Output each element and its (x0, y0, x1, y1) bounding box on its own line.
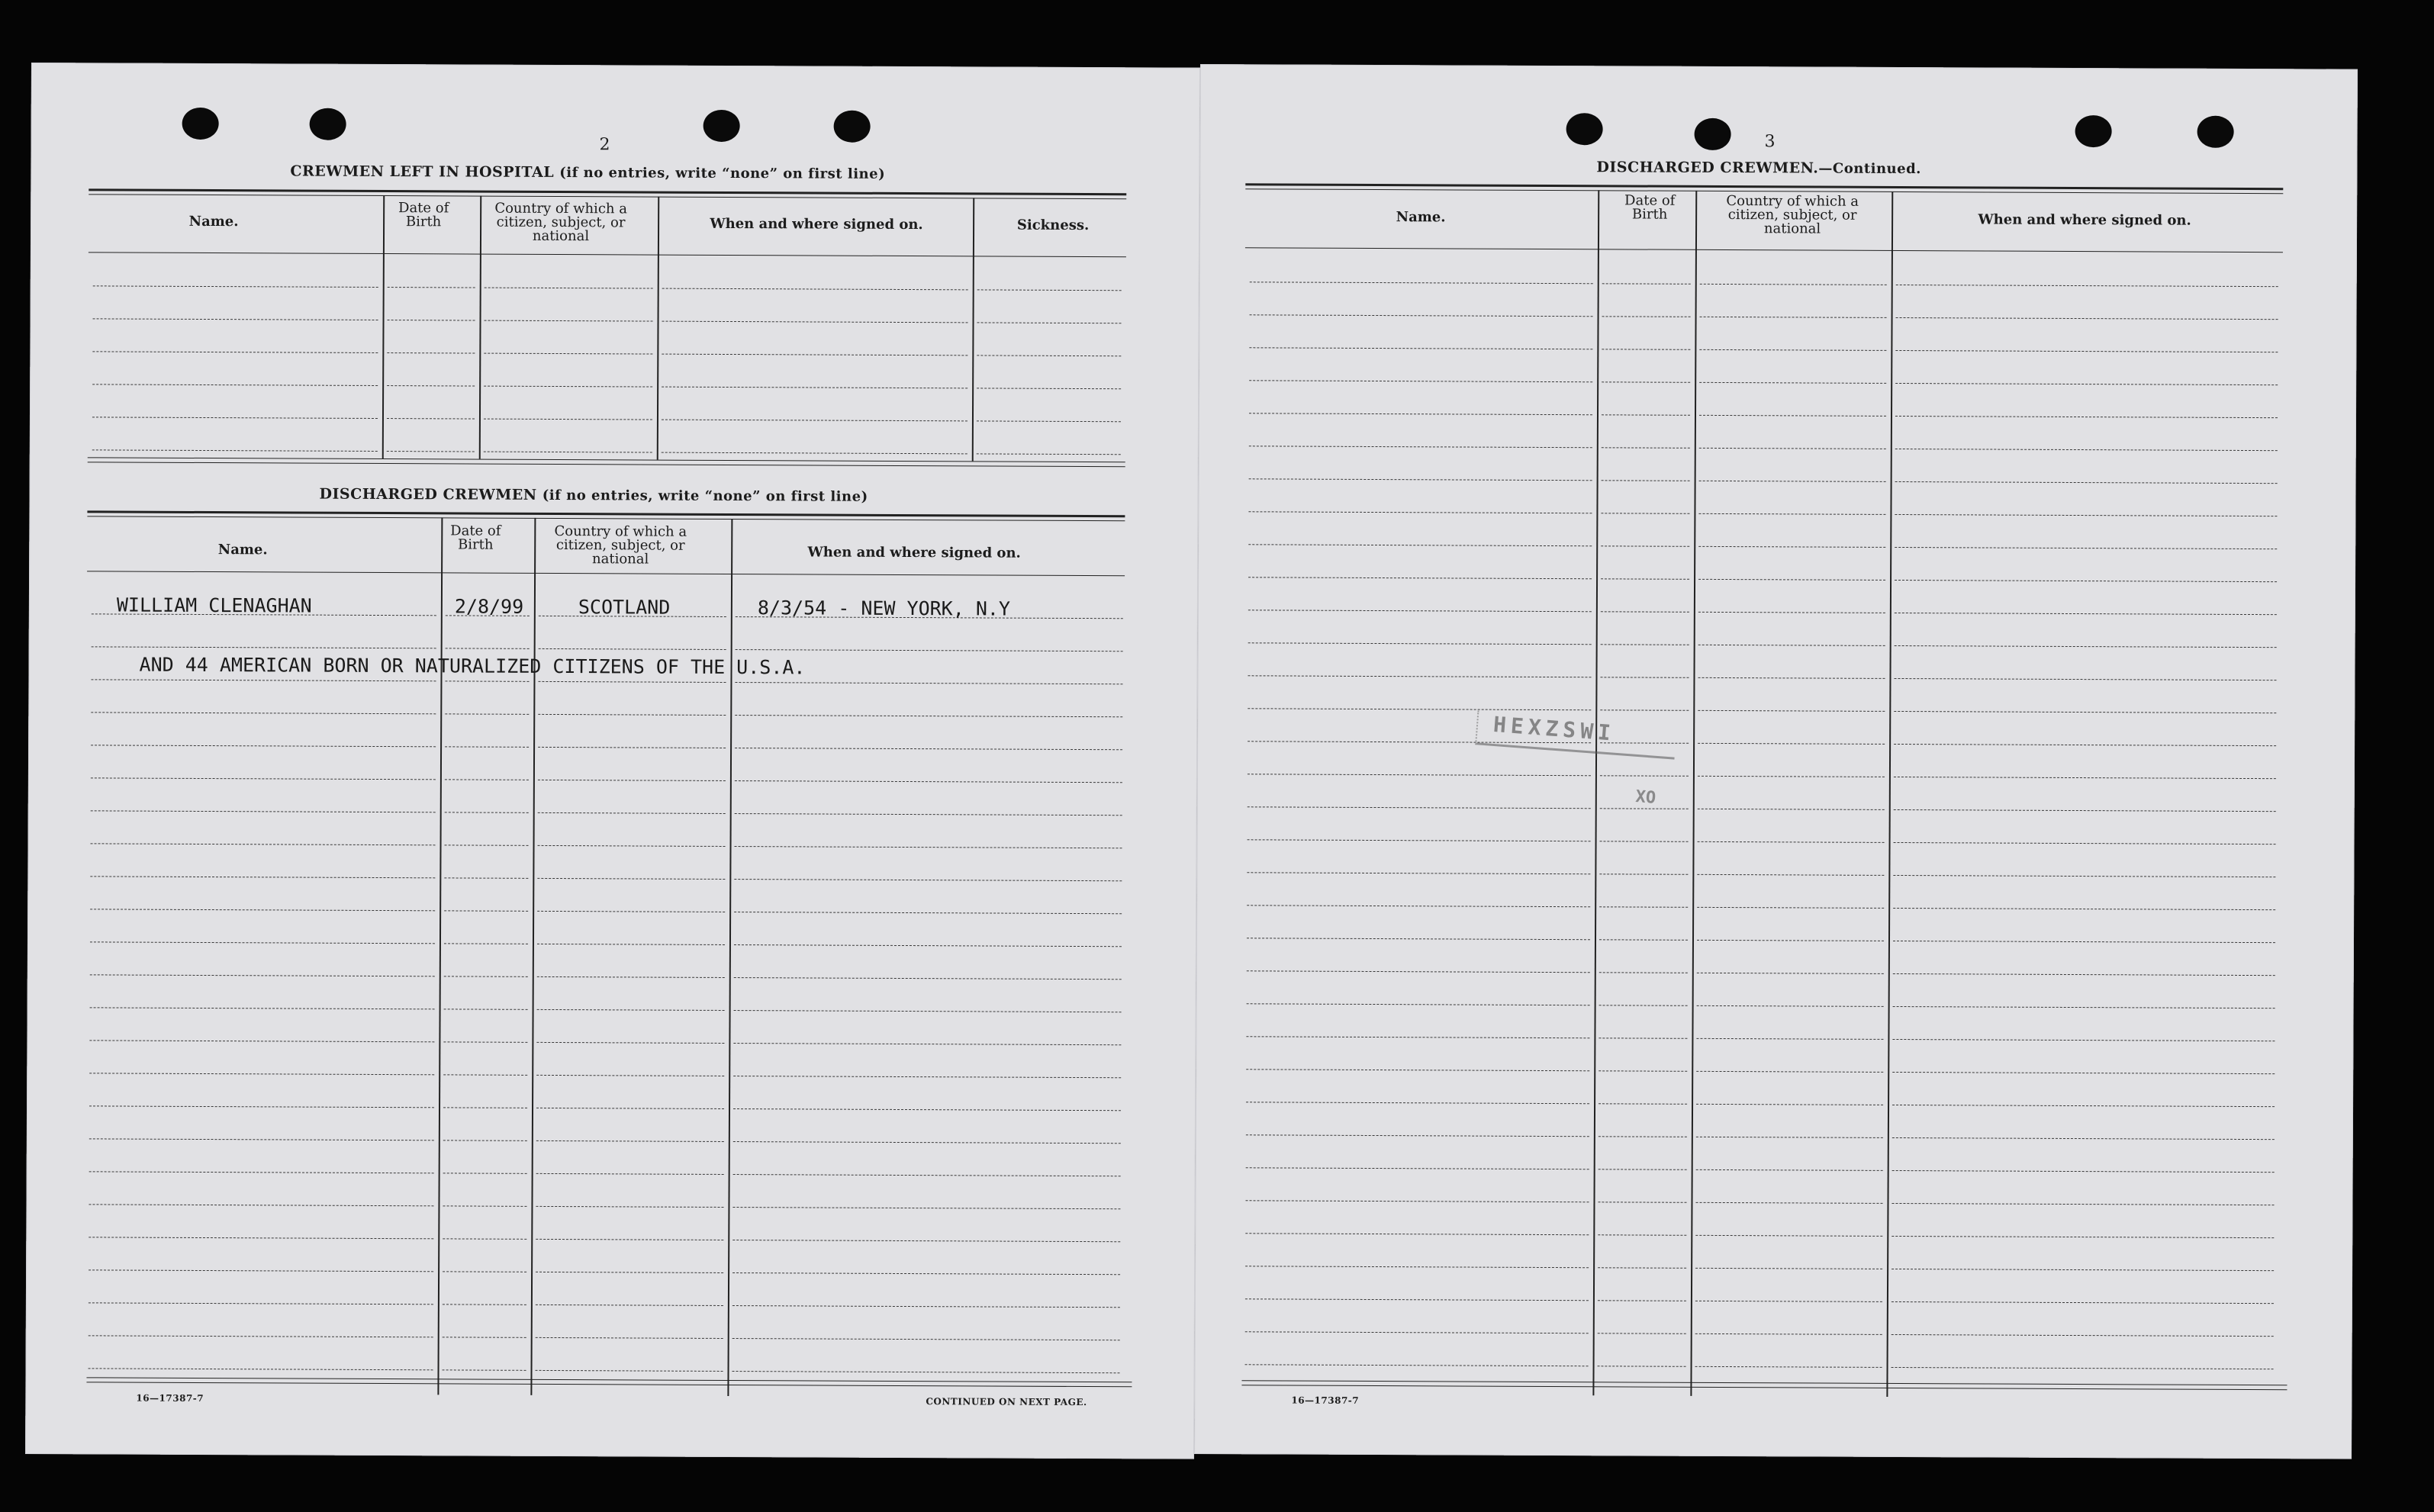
ruled-line (89, 1368, 433, 1370)
ruled-line (1248, 642, 1592, 645)
ruled-line (443, 1369, 526, 1370)
ruled-line (1602, 349, 1690, 350)
ruled-line (1895, 350, 2278, 352)
ruled-line (1892, 1105, 2275, 1107)
ruled-line (1248, 806, 1591, 809)
col-dob: Date of Birth (1624, 192, 1676, 223)
ruled-line (539, 648, 726, 650)
ruled-line (538, 681, 726, 683)
ruled-line (1892, 1203, 2274, 1205)
left-page (25, 63, 1200, 1459)
ruled-line (1247, 1003, 1590, 1005)
ruled-line (1697, 907, 1884, 909)
col-country: Country of which a citizen, subject, or national (554, 523, 687, 568)
ruled-line (733, 1174, 1121, 1176)
ruled-line (1695, 1235, 1882, 1237)
ruled-line (732, 1272, 1120, 1275)
ruled-line (1250, 281, 1593, 284)
ruled-line (1698, 513, 1885, 515)
ruled-line (735, 748, 1122, 750)
ruled-line (388, 287, 475, 288)
ruled-line (1246, 1102, 1589, 1104)
ruled-line (1248, 610, 1592, 612)
ruled-line (537, 911, 725, 912)
ruled-line (536, 1239, 723, 1240)
ruled-line (1696, 1169, 1883, 1171)
ruled-line (1245, 1266, 1589, 1268)
ruled-line (1695, 1202, 1882, 1204)
ruled-line (445, 746, 529, 747)
ruled-line (1892, 1170, 2275, 1173)
ruled-line (538, 780, 726, 781)
ruled-line (1893, 941, 2275, 943)
ruled-line (1602, 283, 1691, 285)
ruled-line (1895, 645, 2277, 648)
ruled-line (536, 1075, 724, 1076)
ruled-line (1600, 677, 1689, 678)
ruled-line (538, 812, 726, 814)
ruled-line (91, 777, 436, 780)
ruled-line (734, 879, 1122, 881)
ruled-line (1895, 449, 2278, 451)
ruled-line (1894, 744, 2276, 746)
ruled-line (445, 713, 529, 714)
ruled-line (538, 714, 726, 716)
ruled-line (1249, 446, 1592, 448)
ruled-line (1695, 1333, 1882, 1335)
continued-note: CONTINUED ON NEXT PAGE. (926, 1396, 1087, 1408)
ruled-line (1245, 1364, 1589, 1366)
ruled-line (445, 779, 529, 780)
ruled-line (1249, 380, 1592, 382)
ruled-line (444, 910, 528, 911)
ruled-line (484, 353, 652, 355)
ruled-line (1696, 1104, 1883, 1105)
ruled-line (1895, 613, 2277, 615)
form-number: 16—17387-7 (136, 1392, 204, 1404)
col-name: Name. (1396, 209, 1446, 226)
ruled-line (1892, 1236, 2274, 1238)
ruled-line (732, 1240, 1120, 1242)
crew-signed-on: 8/3/54 - NEW YORK, N.Y (757, 597, 1011, 620)
ruled-line (1598, 1267, 1686, 1269)
ruled-line (387, 451, 475, 452)
ruled-line (732, 1371, 1120, 1373)
stamp-text-2: XO (1634, 787, 1657, 808)
ruled-line (1895, 580, 2277, 582)
continued-title-suffix: —Continued. (1818, 160, 1922, 178)
ruled-line (443, 1238, 526, 1239)
ruled-line (1892, 1367, 2274, 1369)
ruled-line (1599, 1037, 1687, 1039)
ruled-line (89, 1105, 434, 1108)
ruled-line (484, 386, 652, 388)
ruled-line (1600, 709, 1689, 711)
ruled-line (537, 976, 725, 978)
ruled-line (1598, 1366, 1686, 1367)
ruled-line (1598, 1234, 1686, 1236)
ruled-line (1250, 314, 1593, 317)
ruled-line (1247, 938, 1590, 940)
ruled-line (92, 384, 378, 386)
punch-hole (703, 110, 740, 142)
ruled-line (1600, 841, 1689, 842)
ruled-line (89, 1040, 434, 1042)
ruled-line (91, 843, 436, 845)
ruled-line (1602, 447, 1690, 449)
ruled-line (1245, 1298, 1589, 1301)
ruled-line (1599, 939, 1688, 941)
ruled-line (536, 1337, 723, 1339)
ruled-line (93, 285, 378, 288)
ruled-line (92, 646, 436, 648)
punch-hole (2197, 116, 2234, 148)
ruled-line (734, 977, 1122, 980)
ruled-line (388, 320, 475, 321)
ruled-line (89, 1073, 434, 1075)
ruled-line (1894, 678, 2276, 680)
ruled-line (733, 1076, 1121, 1078)
punch-hole (182, 108, 219, 140)
ruled-line (536, 1173, 724, 1175)
ruled-line (1601, 578, 1689, 580)
punch-hole (834, 111, 871, 143)
ruled-line (662, 288, 968, 291)
ruled-line (662, 387, 967, 389)
col-dob: Date of Birth (450, 523, 501, 553)
ruled-line (1696, 1071, 1883, 1073)
ruled-line (538, 845, 726, 847)
ruled-line (1699, 481, 1886, 482)
ruled-line (1246, 1069, 1589, 1071)
ruled-line (1245, 1233, 1589, 1235)
ruled-line (1599, 906, 1688, 908)
ruled-line (443, 1205, 526, 1206)
ruled-line (977, 355, 1121, 356)
col-country: Country of which a citizen, subject, or national (494, 200, 628, 245)
hospital-section-title (290, 162, 885, 182)
ruled-line (1248, 511, 1592, 513)
ruled-line (1247, 872, 1590, 874)
ruled-line (90, 941, 435, 944)
ruled-line (536, 1206, 723, 1208)
continued-title-text: DISCHARGED CREWMEN. (1596, 159, 1819, 177)
ruled-line (1249, 413, 1592, 415)
ruled-line (977, 289, 1122, 291)
ruled-line (1695, 1268, 1882, 1269)
ruled-line (1248, 708, 1591, 710)
ruled-line (1245, 1200, 1589, 1202)
crew-remark: AND 44 AMERICAN BORN OR NATURALIZED CITIZENS OF THE U.S.A. (139, 653, 806, 679)
crew-country: SCOTLAND (578, 596, 671, 619)
col-sickness: Sickness. (1016, 217, 1090, 234)
ruled-line (443, 1074, 527, 1075)
ruled-line (662, 321, 968, 323)
ruled-line (977, 453, 1121, 455)
ruled-line (1894, 711, 2276, 713)
ruled-line (1892, 1334, 2274, 1337)
ruled-line (536, 1370, 723, 1372)
ruled-line (1893, 973, 2275, 976)
ruled-line (1892, 1269, 2274, 1271)
ruled-line (443, 1271, 526, 1272)
ruled-line (89, 1302, 433, 1305)
ruled-line (90, 1007, 435, 1009)
right-page (1194, 64, 2358, 1459)
ruled-line (536, 1108, 724, 1109)
ruled-line (89, 1335, 433, 1337)
ruled-line (1895, 481, 2278, 484)
col-name: Name. (217, 542, 268, 558)
ruled-line (1895, 383, 2278, 385)
crew-dob: 2/8/99 (454, 595, 524, 618)
ruled-line (1894, 777, 2276, 779)
continued-rows (1200, 64, 2358, 69)
punch-hole (2075, 115, 2112, 147)
ruled-line (536, 1140, 724, 1142)
discharged-title-text: DISCHARGED CREWMEN (319, 485, 537, 503)
ruled-line (1893, 1006, 2275, 1009)
ruled-line (734, 944, 1122, 947)
ruled-line (1696, 1038, 1883, 1040)
ruled-line (537, 944, 725, 945)
ruled-line (1598, 1202, 1686, 1203)
ruled-line (1895, 547, 2277, 549)
ruled-line (1698, 612, 1885, 613)
ruled-line (91, 745, 436, 747)
ruled-line (484, 419, 652, 420)
ruled-line (735, 813, 1122, 816)
ruled-line (445, 844, 529, 845)
discharged-continued-title (1596, 159, 1921, 177)
ruled-line (1602, 381, 1690, 383)
ruled-line (1896, 285, 2278, 287)
hospital-title-text: CREWMEN LEFT IN HOSPITAL (290, 162, 555, 181)
col-dob: Date of Birth (398, 200, 449, 230)
ruled-line (485, 288, 653, 289)
ruled-line (1246, 1036, 1589, 1038)
ruled-line (735, 682, 1122, 684)
ruled-line (1248, 839, 1591, 841)
ruled-line (1700, 317, 1887, 318)
ruled-line (1697, 973, 1884, 974)
ruled-line (733, 1141, 1121, 1144)
ruled-line (1248, 577, 1592, 579)
col-signed-on: When and where signed on. (807, 544, 1021, 561)
col-country: Country of which a citizen, subject, or national (1726, 193, 1859, 237)
ruled-line (1697, 1005, 1884, 1007)
ruled-line (735, 715, 1122, 717)
stamp-text: HEXZSWI (1492, 711, 1616, 746)
ruled-line (1602, 316, 1691, 317)
ruled-line (1894, 842, 2276, 844)
ruled-line (536, 1272, 723, 1273)
ruled-line (1599, 1136, 1687, 1137)
ruled-line (977, 420, 1121, 422)
ruled-line (387, 418, 475, 420)
ruled-line (1893, 908, 2275, 910)
ruled-line (93, 318, 378, 320)
ruled-line (1599, 1169, 1687, 1170)
ruled-line (536, 1305, 723, 1306)
ruled-line (1598, 1333, 1686, 1334)
ruled-line (90, 909, 435, 911)
ruled-line (443, 1041, 527, 1042)
ruled-line (1895, 416, 2278, 418)
crew-name: WILLIAM CLENAGHAN (116, 594, 312, 617)
ruled-line (1249, 347, 1592, 349)
ruled-line (732, 1338, 1120, 1340)
ruled-line (91, 712, 436, 714)
ruled-line (1698, 710, 1885, 712)
ruled-line (1248, 544, 1592, 546)
ruled-line (1599, 1070, 1687, 1072)
ruled-line (89, 1171, 434, 1173)
ruled-line (387, 352, 475, 354)
ruled-line (538, 747, 726, 748)
ruled-line (1698, 546, 1885, 548)
ruled-line (1698, 841, 1885, 843)
discharged-section-title (319, 486, 868, 505)
ruled-line (1698, 645, 1885, 646)
ruled-line (1700, 284, 1887, 285)
ruled-line (89, 1138, 434, 1140)
ruled-line (537, 878, 725, 880)
ruled-line (736, 649, 1123, 651)
ruled-line (1697, 940, 1884, 941)
ruled-line (89, 1237, 433, 1239)
ruled-line (1599, 972, 1688, 973)
faint-stamp (1471, 710, 1682, 809)
ruled-line (1601, 513, 1689, 514)
ruled-line (91, 810, 436, 812)
ruled-line (1246, 1167, 1589, 1169)
ruled-line (1246, 1134, 1589, 1137)
punch-hole (310, 108, 346, 140)
ruled-line (1698, 677, 1885, 679)
ruled-line (1695, 1301, 1882, 1302)
ruled-line (1602, 414, 1690, 416)
ruled-line (1895, 514, 2277, 516)
ruled-line (735, 846, 1122, 848)
ruled-line (1599, 1005, 1688, 1006)
ruled-line (1698, 809, 1885, 810)
ruled-line (1695, 1366, 1882, 1368)
ruled-line (443, 1107, 527, 1108)
ruled-line (734, 1010, 1122, 1012)
ruled-line (92, 449, 378, 452)
hospital-title-note: (if no entries, write “none” on first line) (559, 165, 886, 182)
ruled-line (1698, 776, 1885, 777)
page-number: 2 (599, 135, 610, 155)
ruled-line (90, 974, 435, 976)
ruled-line (732, 1207, 1120, 1209)
ruled-line (1893, 875, 2275, 877)
ruled-line (1696, 1137, 1883, 1138)
ruled-line (89, 1269, 433, 1272)
ruled-line (1896, 317, 2278, 320)
ruled-line (733, 1108, 1121, 1111)
ruled-line (1892, 1301, 2274, 1304)
ruled-line (445, 680, 529, 681)
ruled-line (1249, 478, 1592, 481)
ruled-line (443, 1304, 526, 1305)
col-signed-on: When and where signed on. (710, 215, 923, 233)
ruled-line (91, 679, 436, 681)
ruled-line (485, 320, 653, 322)
ruled-line (734, 912, 1122, 914)
ruled-line (1697, 874, 1884, 876)
ruled-line (662, 354, 967, 356)
ruled-line (1699, 448, 1886, 449)
ruled-line (733, 1043, 1121, 1045)
punch-hole (1695, 118, 1731, 150)
ruled-line (1247, 905, 1590, 907)
page-number: 3 (1764, 132, 1776, 152)
ruled-line (662, 452, 967, 455)
discharged-title-note: (if no entries, write “none” on first line) (542, 487, 868, 505)
ruled-line (1601, 644, 1689, 645)
ruled-line (89, 1204, 433, 1206)
ruled-line (1599, 873, 1688, 875)
ruled-line (537, 1009, 725, 1011)
ruled-line (1248, 675, 1592, 677)
hospital-rows (31, 63, 1200, 68)
ruled-line (484, 452, 652, 453)
ruled-line (1698, 743, 1885, 745)
form-number: 16—17387-7 (1291, 1395, 1360, 1406)
ruled-line (1599, 1103, 1687, 1105)
ruled-line (1892, 1137, 2275, 1140)
ruled-line (977, 322, 1122, 323)
ruled-line (1247, 970, 1590, 973)
ruled-line (1699, 382, 1886, 384)
ruled-line (732, 1305, 1120, 1308)
ruled-line (735, 780, 1122, 783)
ruled-line (662, 420, 967, 422)
ruled-line (387, 385, 475, 387)
col-name: Name. (188, 213, 239, 230)
ruled-line (977, 388, 1121, 389)
punch-hole (1566, 113, 1603, 145)
ruled-line (1699, 349, 1886, 351)
ruled-line (1699, 415, 1886, 417)
ruled-line (1598, 1300, 1686, 1301)
ruled-line (90, 876, 435, 878)
ruled-line (1601, 611, 1689, 613)
ruled-line (1245, 1331, 1589, 1333)
ruled-line (444, 943, 528, 944)
ruled-line (536, 1042, 724, 1044)
col-signed-on: When and where signed on. (1978, 211, 2191, 229)
ruled-line (1698, 579, 1885, 581)
ruled-line (1601, 545, 1689, 547)
ruled-line (1892, 1072, 2275, 1074)
ruled-line (92, 351, 378, 353)
ruled-line (1894, 809, 2276, 812)
ruled-line (1892, 1039, 2275, 1041)
discharged-rows (31, 63, 1200, 68)
ruled-line (92, 417, 378, 419)
ruled-line (1602, 480, 1690, 481)
ruled-line (444, 877, 528, 878)
